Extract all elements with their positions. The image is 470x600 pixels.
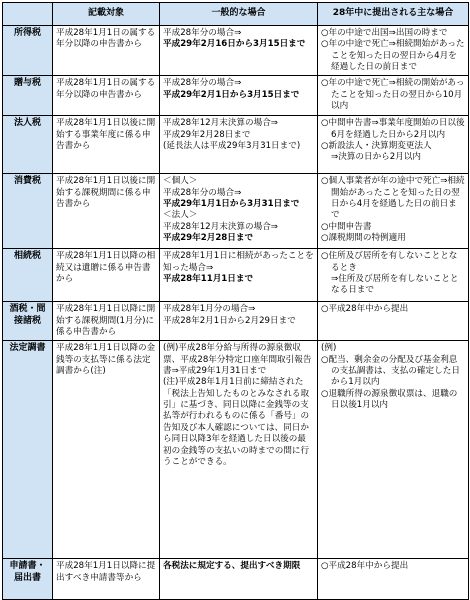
general-case-line: 平成28年11月1日まで	[163, 274, 254, 285]
general-case-line: 平成29年2月1日から3月15日まで	[163, 89, 300, 100]
target-cell: 平成28年1月1日以降に提出すべき申請書等から	[53, 559, 160, 600]
general-case-line: (注)平成28年1月1日前に締結された「税法上告知したものとみなされる取引」に基づき、同日以降に金銭等の支払等が行われるものに係る「番号」の告知及び本人確認については、同日から同日以降3年を経過した日以後の最初の金銭等の支払いの時までの間に行うことができる。	[163, 377, 310, 467]
table-header-row	[3, 3, 469, 26]
tax-category-cell: 所得税	[3, 26, 53, 76]
general-case-line: ＜個人＞	[163, 176, 198, 187]
table-row	[3, 302, 469, 341]
tax-category-cell: 贈与税	[3, 76, 53, 116]
table-row	[3, 174, 469, 249]
main-case-line: ○退職所得の源泉徴収票は、退職の日以後1月以内	[321, 388, 458, 411]
table-row	[3, 249, 469, 302]
main-cases-cell	[318, 116, 469, 174]
target-cell: 平成28年1月1日以降に開始する課税期間(1月分)に係る申告書から	[53, 302, 160, 341]
tax-category-cell: 申請書・届出書	[3, 559, 53, 600]
main-cases-cell	[318, 341, 469, 559]
general-case-line: 平成28年分の場合⇒	[163, 28, 242, 38]
general-case-line: 平成28年2月1日から2月29日まで	[163, 315, 296, 326]
main-case-line: ○配当、剰余金の分配及び基金利息の支払調書は、支払の確定した日から1月以内	[321, 354, 460, 388]
general-case-line: (例)平成28年分給与所得の源泉徴収票、平成28年分特定口座年間取引報告書⇒平成29年1月31日まで	[163, 343, 312, 377]
table-row	[3, 76, 469, 116]
main-case-line: ○年の中途で死亡⇒相続の開始があったことを知った日の翌日から10月以内	[321, 78, 465, 112]
target-cell: 平成28年1月1日以降の相続又は遺贈に係る申告書から	[53, 249, 160, 302]
main-cases-cell	[318, 174, 469, 249]
main-cases-cell	[318, 249, 469, 302]
header-main-cases-2016: 28年中に提出される主な場合	[318, 3, 469, 26]
main-case-line: ○平成28年中から提出	[321, 304, 409, 315]
general-case-line: 平成28年分の場合⇒	[163, 78, 242, 89]
tax-category-cell: 消費税	[3, 174, 53, 249]
main-case-line: ⇒住所及び居所を有しないこととなる日まで	[331, 274, 459, 296]
main-case-line: ○年の中途で出国⇒出国の時まで	[321, 28, 448, 38]
general-case-line: 平成29年2月16日から3月15日まで	[163, 39, 306, 50]
general-case-line: ＜法人＞	[163, 210, 198, 221]
target-cell: 平成28年1月1日の属する年分以降の申告書から	[53, 76, 160, 116]
general-case-cell	[160, 76, 318, 116]
main-case-line: ○住所及び居所を有しないこととなるとき	[321, 251, 458, 273]
filing-deadline-table	[2, 2, 469, 600]
general-case-cell	[160, 302, 318, 341]
main-case-line: ○新設法人・決算期変更法人	[321, 141, 432, 152]
table-row	[3, 341, 469, 559]
main-case-line: ○平成28年中から提出	[321, 561, 409, 572]
tax-category-cell: 酒税・間接諸税	[3, 302, 53, 341]
general-case-line: 平成29年2月28日まで	[163, 233, 254, 244]
general-case-line: 平成28年1月分の場合⇒	[163, 304, 256, 315]
main-cases-cell	[318, 76, 469, 116]
general-case-line: 平成28年1月1日に相続があったことを知った場合⇒	[163, 251, 314, 273]
general-case-line: 平成28年分の場合⇒	[163, 187, 242, 198]
target-cell: 平成28年1月1日以後に開始する事業年度に係る申告書から	[53, 116, 160, 174]
general-case-cell	[160, 249, 318, 302]
tax-category-cell: 法定調書	[3, 341, 53, 559]
header-target: 記載対象	[53, 3, 160, 26]
general-case-cell	[160, 174, 318, 249]
main-case-line: ○課税期間の特例適用	[321, 233, 406, 244]
general-case-line: 平成29年2月28日まで	[163, 129, 251, 140]
main-case-line: (例)	[321, 343, 337, 354]
general-case-line: 平成28年12月末決算の場合⇒	[163, 118, 279, 129]
main-case-line: ○個人事業者が年の途中で死亡⇒相続開始があったことを知った日の翌日から4月を経過した日の前日まで	[321, 176, 465, 221]
main-case-line: ○中間申告書⇒事業年度開始の日以後6月を経過した日から2月以内	[321, 118, 465, 140]
general-case-line: 平成28年12月末決算の場合⇒	[163, 221, 279, 232]
main-case-line: ○年の中途で死亡⇒相続開始があったことを知った日の翌日から4月を経過した日の前日まで	[321, 39, 465, 73]
main-case-line: ⇒決算の日から2月以内	[331, 152, 422, 163]
general-case-cell	[160, 116, 318, 174]
general-case-cell	[160, 26, 318, 76]
tax-category-cell: 相続税	[3, 249, 53, 302]
table-row	[3, 116, 469, 174]
general-case-line: 各税法に規定する、提出すべき期限	[163, 561, 301, 572]
main-case-line: ○中間申告書	[321, 221, 372, 232]
main-cases-cell	[318, 302, 469, 341]
filing-deadline-table-container	[2, 2, 468, 592]
header-category	[3, 3, 53, 26]
main-cases-cell	[318, 26, 469, 76]
general-case-line: 平成29年1月1日から3月31日まで	[163, 199, 300, 210]
header-general-case: 一般的な場合	[160, 3, 318, 26]
tax-category-cell: 法人税	[3, 116, 53, 174]
general-case-cell	[160, 341, 318, 559]
target-cell: 平成28年1月1日以後に開始する課税期間に係る申告書から	[53, 174, 160, 249]
target-cell: 平成28年1月1日以降の金銭等の支払等に係る法定調書から(注)	[53, 341, 160, 559]
target-cell: 平成28年1月1日の属する年分以降の申告書から	[53, 26, 160, 76]
general-case-line: (延長法人は平成29年3月31日まで)	[163, 141, 301, 152]
table-row	[3, 26, 469, 76]
